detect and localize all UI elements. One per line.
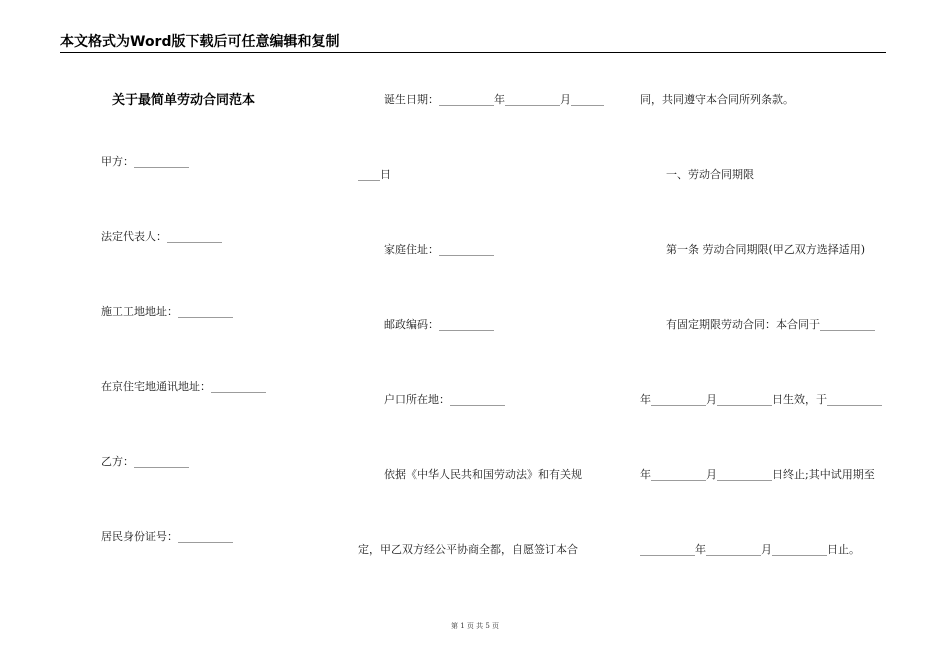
postal-code-field: 邮政编码：__________ — [384, 318, 494, 331]
page-footer — [0, 622, 950, 631]
page-header — [60, 34, 886, 53]
body-paragraph-line: 同，共同遵守本合同所列条款。 — [640, 93, 794, 106]
page-number: 第 1 页 共 5 页 — [450, 622, 500, 630]
household-registration-field: 户口所在地：__________ — [384, 393, 505, 406]
article-heading: 第一条 劳动合同期限(甲乙双方选择适用) — [666, 243, 866, 256]
document-title: 关于最简单劳动合同范本 — [112, 93, 256, 108]
birth-date-field: 诞生日期：__________年__________月______ — [384, 93, 604, 106]
section-heading: 一、劳动合同期限 — [666, 168, 754, 181]
party-a-field: 甲方：__________ — [101, 155, 189, 168]
header-text: 本文格式为Word版下载后可任意编辑和复制 — [60, 34, 340, 50]
beijing-address-field: 在京住宅地通讯地址：__________ — [101, 380, 266, 393]
birth-day-continuation: ____日 — [358, 168, 391, 181]
construction-site-address-field: 施工工地地址：__________ — [101, 305, 233, 318]
legal-representative-field: 法定代表人：__________ — [101, 230, 222, 243]
contract-term-line: __________年__________月__________日止。 — [640, 543, 860, 556]
contract-term-line: 年__________月__________日生效，于__________ — [640, 393, 882, 406]
body-paragraph-line: 定，甲乙双方经公平协商全都，自愿签订本合 — [358, 543, 578, 556]
id-number-field: 居民身份证号：__________ — [101, 530, 233, 543]
body-paragraph-line: 依据《中华人民共和国劳动法》和有关规 — [384, 468, 582, 481]
home-address-field: 家庭住址：__________ — [384, 243, 494, 256]
contract-term-line: 有固定期限劳动合同：本合同于__________ — [666, 318, 875, 331]
party-b-field: 乙方：__________ — [101, 455, 189, 468]
contract-term-line: 年__________月__________日终止;其中试用期至 — [640, 468, 875, 481]
